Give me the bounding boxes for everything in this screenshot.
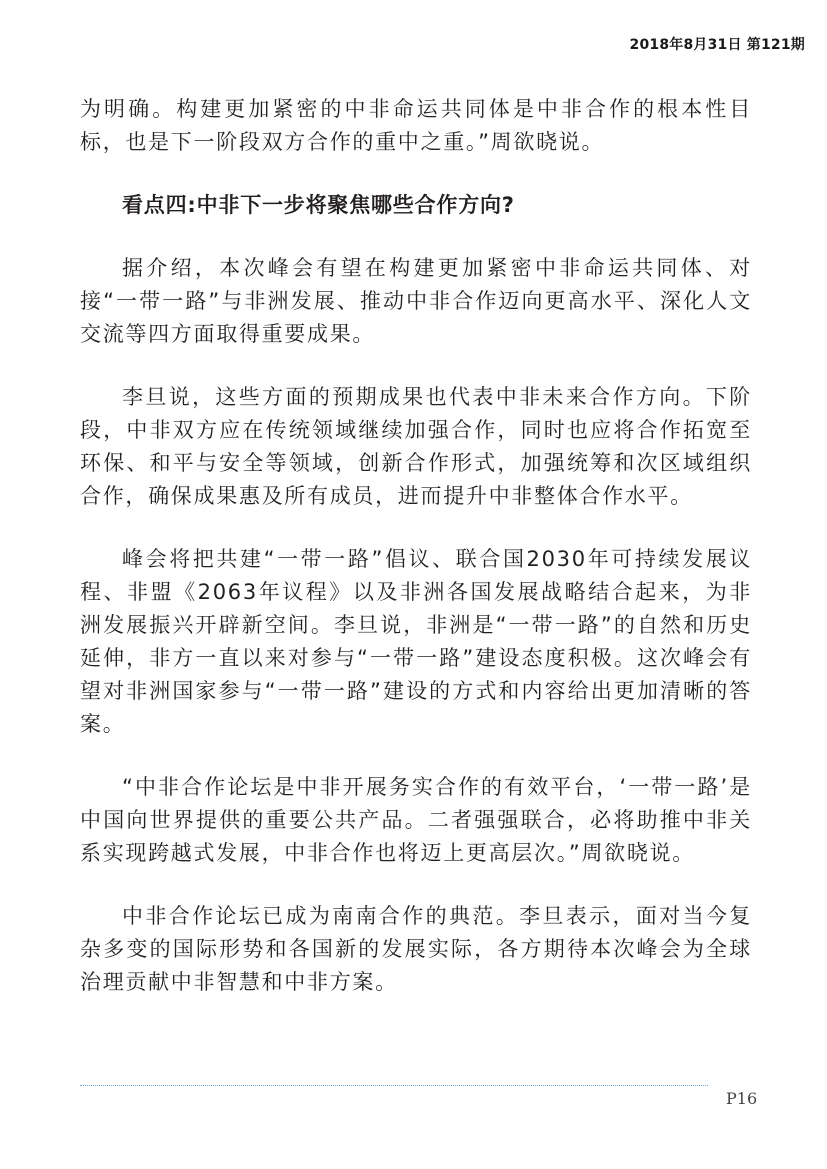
paragraph-quote: “中非合作论坛是中非开展务实合作的有效平台，‘一带一路’是中国向世界提供的重要公共产品。二者强强联合，必将助推中非关系实现跨越式发展，中非合作也将迈上更高层次。”周欲晓说。 bbox=[80, 775, 752, 865]
page-number: P16 bbox=[726, 1089, 758, 1108]
issue-date-header: 2018年8月31日 第121期 bbox=[629, 37, 805, 53]
paragraph: 峰会将把共建“一带一路”倡议、联合国2030年可持续发展议程、非盟《2063年议程》以及非洲各国发展战略结合起来，为非洲发展振兴开辟新空间。李旦说，非洲是“一带一路”的自然和历史延伸，非方一直以来对参与“一带一路”建设态度积极。这次峰会有望对非洲国家参与“一带一路”建设的方式和内容给出更加清晰的答案。 bbox=[80, 547, 752, 736]
paragraph: 据介绍，本次峰会有望在构建更加紧密中非命运共同体、对接“一带一路”与非洲发展、推动中非合作迈向更高水平、深化人文交流等四方面取得重要成果。 bbox=[80, 256, 752, 346]
section-heading: 看点四:中非下一步将聚焦哪些合作方向? bbox=[122, 193, 515, 217]
paragraph-continued: 为明确。构建更加紧密的中非命运共同体是中非合作的根本性目标，也是下一阶段双方合作的重中之重。”周欲晓说。 bbox=[80, 97, 752, 154]
footer-divider bbox=[80, 1085, 708, 1086]
paragraph: 李旦说，这些方面的预期成果也代表中非未来合作方向。下阶段，中非双方应在传统领域继续加强合作，同时也应将合作拓宽至环保、和平与安全等领域，创新合作形式，加强统筹和次区域组织合作，确保成果惠及所有成员，进而提升中非整体合作水平。 bbox=[80, 385, 752, 508]
paragraph: 中非合作论坛已成为南南合作的典范。李旦表示，面对当今复杂多变的国际形势和各国新的发展实际，各方期待本次峰会为全球治理贡献中非智慧和中非方案。 bbox=[80, 904, 752, 994]
article-body bbox=[80, 93, 752, 1029]
